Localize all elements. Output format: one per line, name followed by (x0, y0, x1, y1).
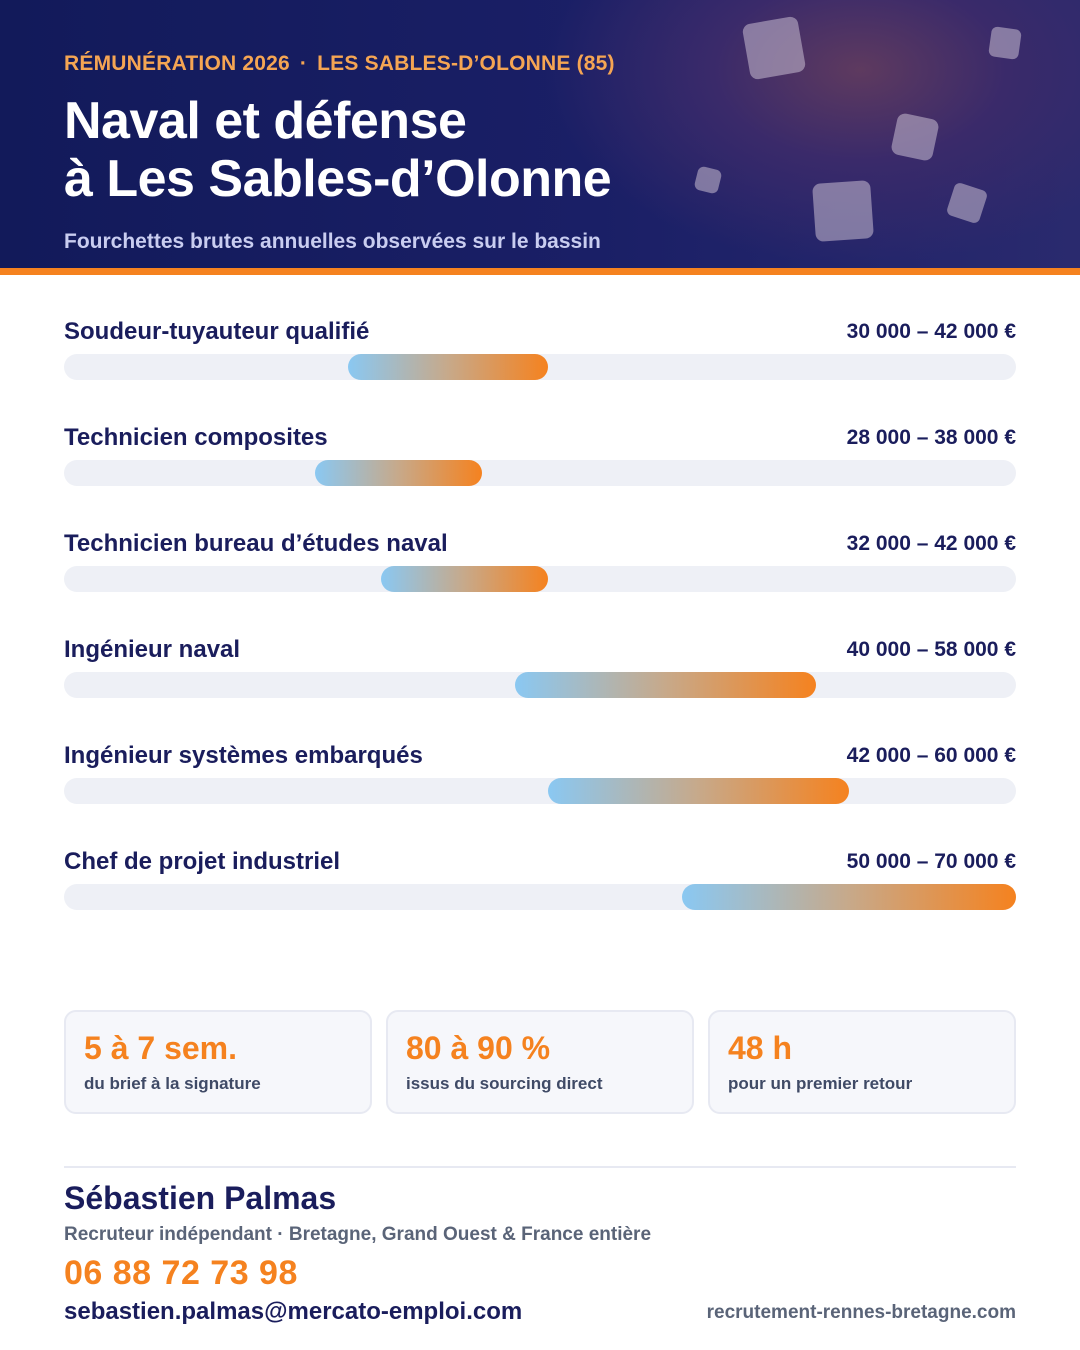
range-track (64, 672, 1016, 698)
salary-row (64, 630, 1016, 736)
salary-ranges-list (64, 312, 1016, 948)
key-figures (64, 1010, 1016, 1114)
decorative-square (812, 180, 874, 242)
job-title: Technicien bureau d’études naval (64, 530, 448, 557)
salary-range-label: 40 000 – 58 000 € (846, 638, 1016, 661)
decorative-square (946, 182, 989, 225)
stat-card (64, 1010, 372, 1114)
salary-row (64, 418, 1016, 524)
kicker-separator: · (299, 52, 308, 75)
salary-row (64, 842, 1016, 948)
range-bar (381, 566, 548, 592)
stat-value: 5 à 7 sem. (84, 1030, 237, 1066)
range-bar (348, 354, 548, 380)
salary-range-label: 28 000 – 38 000 € (846, 426, 1016, 449)
range-track (64, 566, 1016, 592)
decorative-square (693, 165, 722, 194)
job-title: Chef de projet industriel (64, 848, 341, 875)
salary-row (64, 524, 1016, 630)
decorative-square (988, 26, 1022, 60)
range-track (64, 884, 1016, 910)
range-bar (682, 884, 1016, 910)
decorative-square (742, 16, 807, 81)
range-bar (315, 460, 482, 486)
stat-label: du brief à la signature (84, 1074, 261, 1093)
stat-card (386, 1010, 694, 1114)
salary-row (64, 312, 1016, 418)
title-line-2: à Les Sables-d’Olonne (64, 150, 612, 208)
range-track (64, 778, 1016, 804)
salary-range-label: 32 000 – 42 000 € (846, 532, 1016, 555)
range-bar (515, 672, 816, 698)
decorative-square (890, 112, 940, 162)
contact-role: Recruteur indépendant · Bretagne, Grand Ouest & France entière (64, 1224, 652, 1245)
job-title: Soudeur-tuyauteur qualifié (64, 318, 370, 345)
title-line-1: Naval et défense (64, 92, 467, 150)
salary-range-label: 50 000 – 70 000 € (846, 850, 1016, 873)
stat-label: pour un premier retour (728, 1074, 913, 1093)
stat-value: 48 h (728, 1030, 793, 1066)
salary-range-label: 30 000 – 42 000 € (846, 320, 1016, 343)
contact-email-link[interactable]: sebastien.palmas@mercato-emploi.com (64, 1298, 523, 1325)
page-subtitle: Fourchettes brutes annuelles observées sur le bassin (64, 230, 601, 253)
salary-row (64, 736, 1016, 842)
header-banner (0, 0, 1080, 268)
kicker-location: LES SABLES-D’OLONNE (85) (317, 52, 615, 75)
contact-name: Sébastien Palmas (64, 1180, 337, 1216)
stat-card (708, 1010, 1016, 1114)
salary-range-label: 42 000 – 60 000 € (846, 744, 1016, 767)
kicker (64, 52, 615, 76)
stat-value: 80 à 90 % (406, 1030, 551, 1066)
page-title (64, 92, 611, 208)
range-track (64, 460, 1016, 486)
range-track (64, 354, 1016, 380)
job-title: Ingénieur naval (64, 636, 241, 663)
range-bar (548, 778, 849, 804)
website-link[interactable]: recrutement-rennes-bretagne.com (706, 1302, 1016, 1323)
header-accent-stripe (0, 268, 1080, 275)
divider (64, 1166, 1016, 1168)
kicker-topic: RÉMUNÉRATION 2026 (64, 52, 290, 75)
contact-phone-link[interactable]: 06 88 72 73 98 (64, 1254, 298, 1292)
stat-label: issus du sourcing direct (406, 1074, 603, 1093)
job-title: Technicien composites (64, 424, 328, 451)
job-title: Ingénieur systèmes embarqués (64, 742, 423, 769)
